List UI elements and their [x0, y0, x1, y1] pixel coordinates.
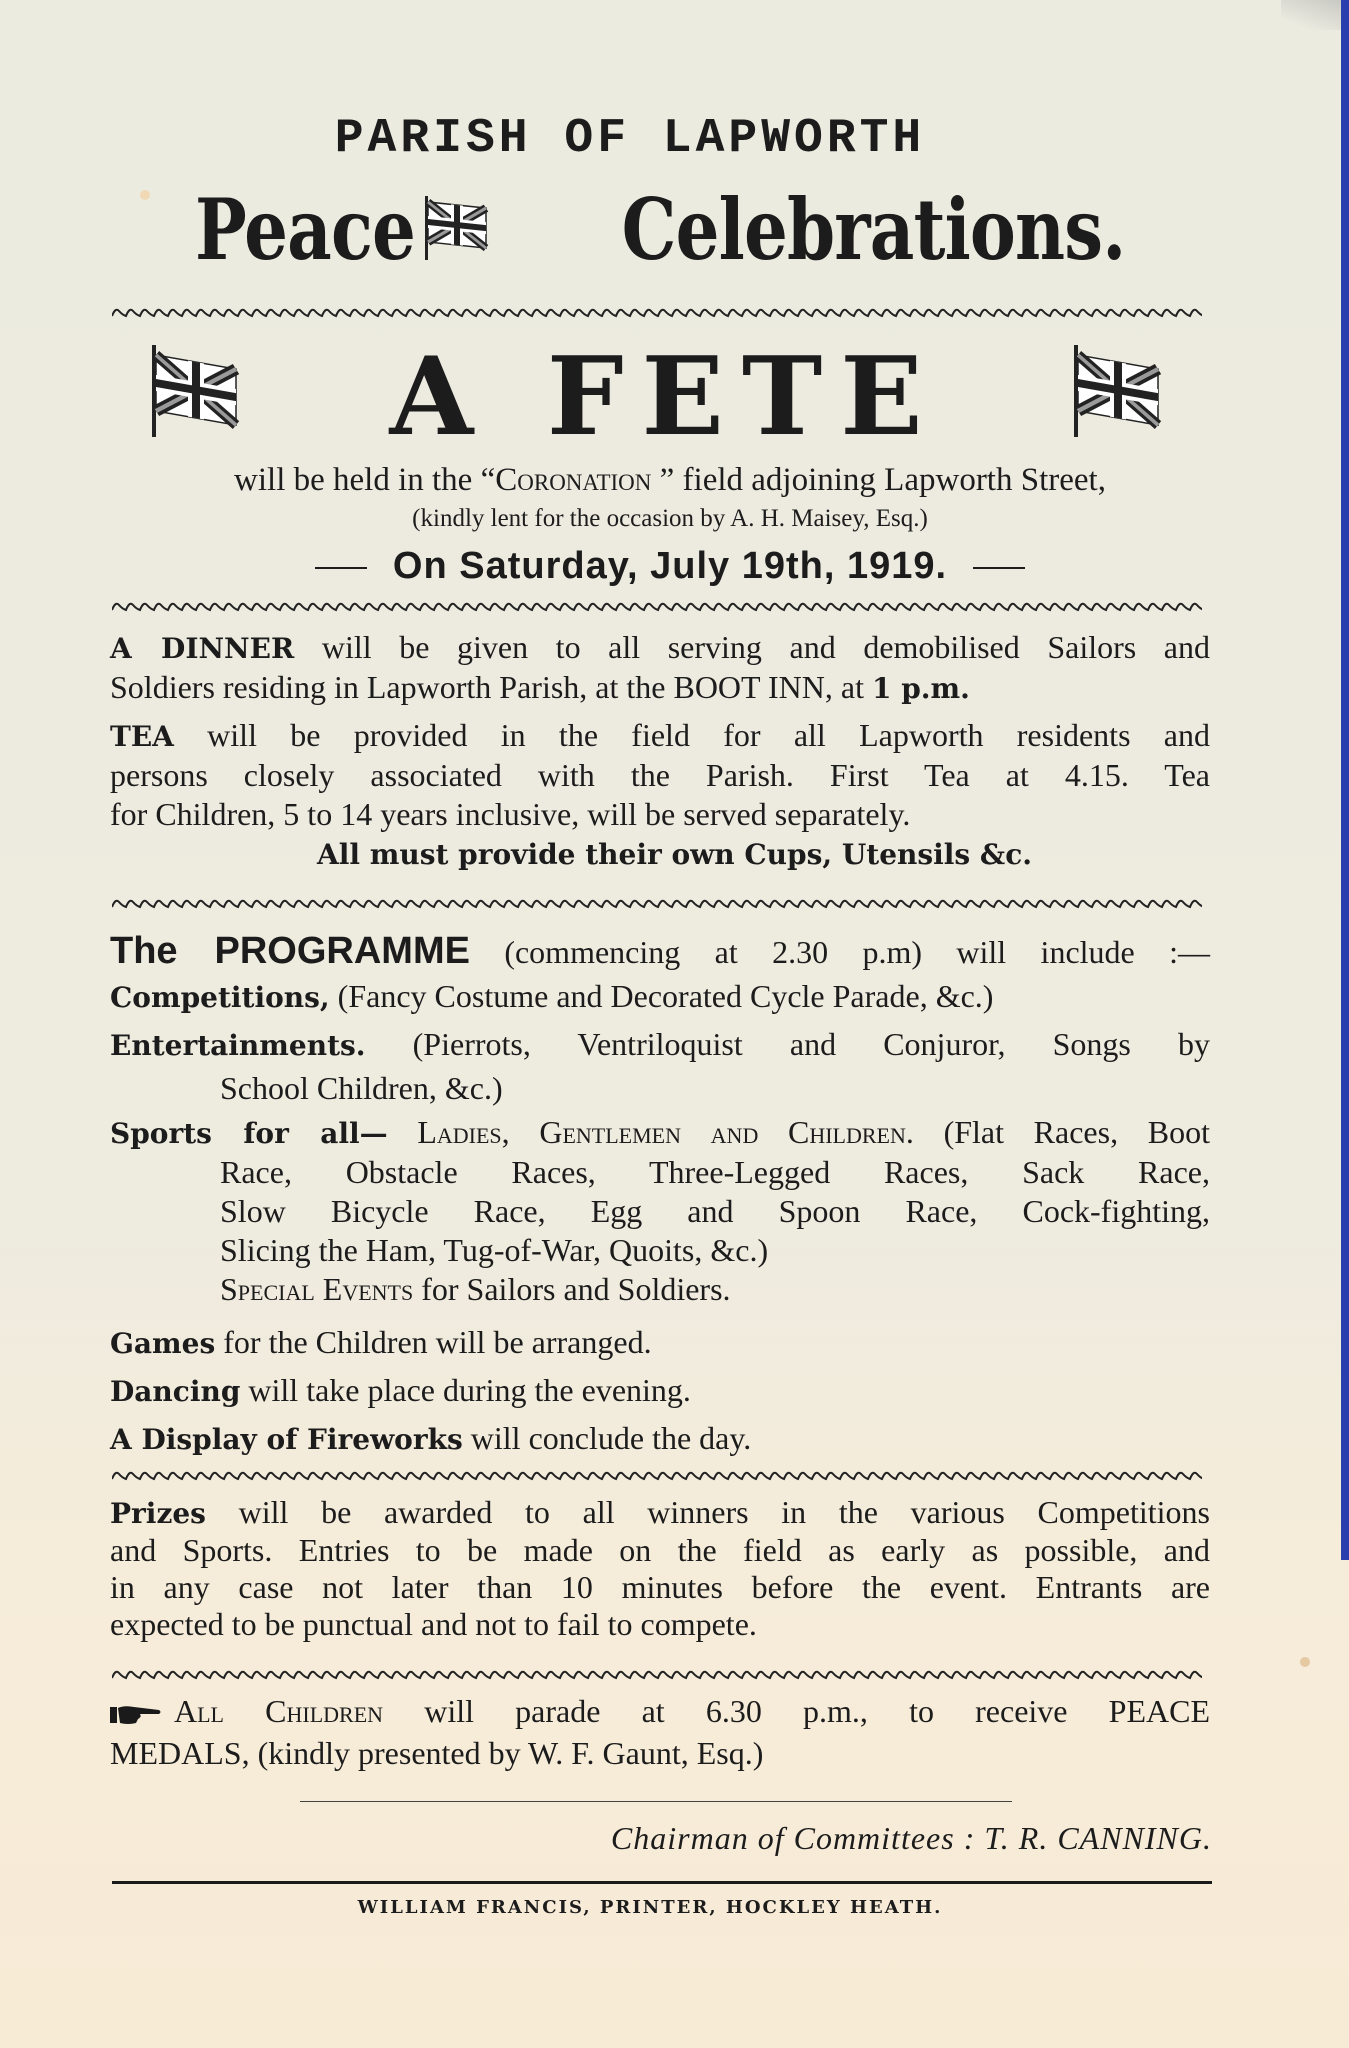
- item-text: (Flat Races, Boot: [913, 1114, 1211, 1150]
- programme-section: [110, 930, 1210, 1463]
- dinner-lead: A DINNER: [110, 632, 295, 665]
- paper-fold: [1281, 0, 1341, 30]
- wavy-divider: [112, 600, 1202, 614]
- prizes-text: will be awarded to all winners in the various Competitions: [205, 1494, 1210, 1530]
- tea-line: [110, 716, 1210, 756]
- item-line: [110, 1113, 1210, 1153]
- venue-line: [0, 462, 1340, 499]
- tea-paragraph: [110, 716, 1210, 834]
- special-events: Special Events: [220, 1271, 414, 1307]
- item-audience: Ladies, Gentlemen and Children.: [387, 1114, 914, 1150]
- prizes-line: and Sports. Entries to be made on the field as early as possible, and: [110, 1532, 1210, 1568]
- item-text: will take place during the evening.: [240, 1372, 691, 1408]
- item-line: Race, Obstacle Races, Three-Legged Races, Sack Race,: [220, 1154, 1210, 1190]
- item-line: School Children, &c.): [220, 1070, 503, 1106]
- dinner-line: [110, 668, 1210, 708]
- item-line: Slow Bicycle Race, Egg and Spoon Race, Cock-fighting,: [220, 1193, 1210, 1229]
- dinner-time: 1 p.m.: [871, 672, 970, 705]
- dash-rule: [315, 567, 367, 569]
- prizes-line: in any case not later than 10 minutes before the event. Entrants are: [110, 1569, 1210, 1605]
- programme-heading-the: The: [110, 930, 215, 972]
- event-date-line: [0, 545, 1340, 588]
- prizes-line: [110, 1494, 1210, 1532]
- venue-pre: will be held in the “: [234, 462, 496, 498]
- wavy-divider: [112, 1668, 1202, 1682]
- prizes-lead: Prizes: [110, 1497, 206, 1530]
- venue-field-name: Coronation: [495, 462, 652, 498]
- medals-lead: All Children: [174, 1693, 384, 1729]
- wavy-divider: [112, 306, 1202, 320]
- printer-imprint: WILLIAM FRANCIS, PRINTER, HOCKLEY HEATH.: [357, 1897, 943, 1918]
- prizes-paragraph: [110, 1494, 1210, 1643]
- paper-edge: [1341, 0, 1349, 1560]
- programme-heading-word: PROGRAMME: [214, 930, 470, 972]
- item-text: (Fancy Costume and Decorated Cycle Parade, &c.): [329, 978, 994, 1014]
- tea-line: for Children, 5 to 14 years inclusive, will be served separately.: [110, 796, 911, 832]
- medals-text: will parade at 6.30 p.m., to receive PEACE: [383, 1693, 1211, 1729]
- item-line: Slicing the Ham, Tug-of-War, Quoits, &c.): [220, 1232, 769, 1268]
- item-line: [110, 1270, 1210, 1309]
- programme-item-dancing: [110, 1367, 1210, 1415]
- venue-credit: (kindly lent for the occasion by A. H. Maisey, Esq.): [412, 505, 928, 532]
- medals-line: MEDALS, (kindly presented by W. F. Gaunt, Esq.): [110, 1734, 764, 1771]
- parish-heading: PARISH OF LAPWORTH: [334, 112, 926, 166]
- item-text: (Pierrots, Ventriloquist and Conjuror, Songs by: [365, 1026, 1210, 1062]
- prizes-line: expected to be punctual and not to fail to compete.: [110, 1606, 757, 1642]
- footer-rule: [112, 1881, 1212, 1884]
- union-jack-flag-icon: [150, 345, 240, 442]
- tea-line: persons closely associated with the Parish. First Tea at 4.15. Tea: [110, 757, 1210, 793]
- item-line: [110, 1023, 1210, 1067]
- wavy-divider: [112, 897, 1202, 911]
- item-lead: Entertainments.: [110, 1029, 366, 1062]
- dash-rule: [973, 567, 1025, 569]
- short-rule: [300, 1801, 1012, 1802]
- medals-paragraph: [110, 1692, 1210, 1772]
- item-lead: Games: [110, 1327, 216, 1360]
- programme-item-competitions: [110, 975, 1210, 1019]
- item-lead: Competitions,: [110, 981, 330, 1014]
- item-lead: Sports for all—: [110, 1117, 388, 1150]
- title-peace: Peace: [195, 180, 416, 279]
- item-text: for the Children will be arranged.: [215, 1324, 652, 1360]
- programme-heading: [110, 930, 1210, 973]
- programme-item-fireworks: [110, 1415, 1210, 1463]
- dinner-text: will be given to all serving and demobilised Sailors and: [294, 629, 1211, 665]
- programme-item-sports: [110, 1113, 1210, 1309]
- pointing-hand-icon: [110, 1696, 162, 1734]
- tea-lead: TEA: [110, 720, 174, 753]
- union-jack-flag-icon: [1072, 345, 1162, 442]
- dinner-text: Soldiers residing in Lapworth Parish, at the BOOT INN, at: [110, 669, 872, 705]
- event-date: On Saturday, July 19th, 1919.: [392, 545, 948, 587]
- foxing-spot: [140, 190, 150, 200]
- dinner-paragraph: [110, 628, 1210, 708]
- fete-row: [150, 334, 1170, 460]
- programme-item-games: [110, 1319, 1210, 1367]
- foxing-spot: [1300, 1657, 1310, 1667]
- cups-notice: All must provide their own Cups, Utensils &c.: [317, 838, 1032, 871]
- programme-item-entertainments: [110, 1023, 1210, 1109]
- programme-heading-rest: (commencing at 2.30 p.m) will include :—: [469, 934, 1211, 970]
- item-lead: Dancing: [110, 1375, 241, 1408]
- union-jack-flag-icon: [424, 194, 490, 265]
- tea-text: will be provided in the field for all Lapworth residents and: [173, 717, 1210, 753]
- venue-post: ” field adjoining Lapworth Street,: [651, 462, 1106, 498]
- dinner-line: [110, 628, 1210, 668]
- title-row: [195, 180, 1125, 279]
- chairman-credit: Chairman of Committees : T. R. CANNING.: [610, 1820, 1212, 1856]
- fete-title: A FETE: [389, 334, 941, 460]
- item-text: will conclude the day.: [462, 1420, 752, 1456]
- item-lead: A Display of Fireworks: [110, 1423, 463, 1456]
- title-celebrations: Celebrations.: [621, 180, 1125, 279]
- item-text: for Sailors and Soldiers.: [413, 1271, 731, 1307]
- medals-line: [110, 1692, 1210, 1734]
- wavy-divider: [112, 1469, 1202, 1483]
